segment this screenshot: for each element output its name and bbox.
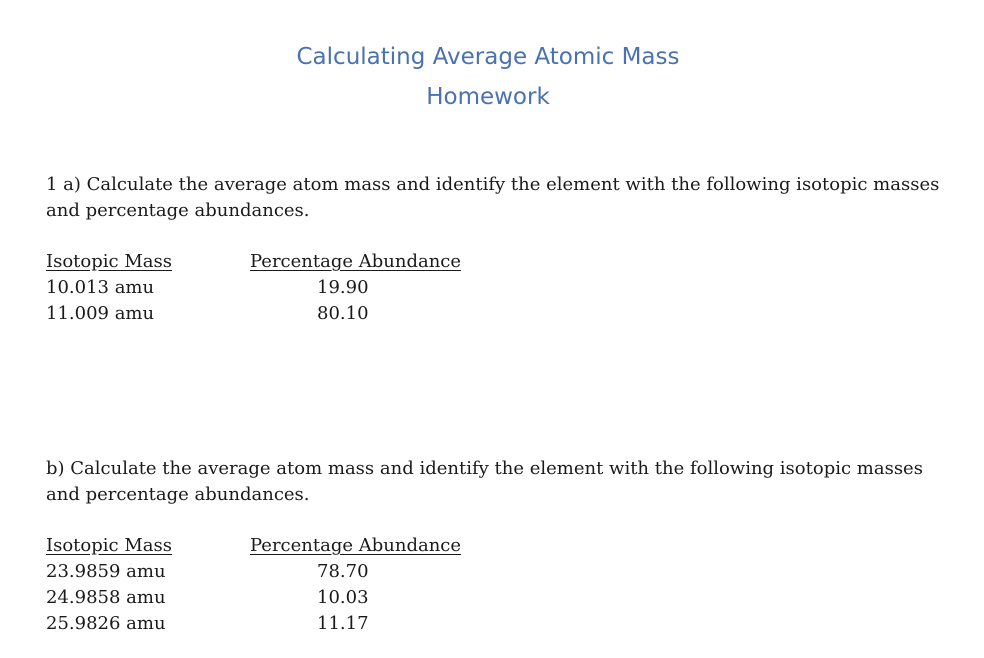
percentage-abundance-value: 80.10 [317, 303, 369, 324]
percentage-abundance-header: Percentage Abundance [250, 535, 462, 556]
question-a-text: 1 a) Calculate the average atom mass and identify the element with the following isotopic masses and percentage abundances. [46, 174, 940, 221]
percentage-abundance-value: 11.17 [317, 613, 369, 634]
isotopic-mass-column [46, 533, 172, 637]
isotopic-mass-value: 23.9859 amu [46, 561, 166, 582]
document-subtitle: Homework [426, 84, 550, 110]
isotopic-mass-value: 10.013 amu [46, 277, 155, 298]
percentage-abundance-value: 10.03 [317, 587, 369, 608]
question-b-text: b) Calculate the average atom mass and identify the element with the following isotopic masses and percentage abundances. [46, 458, 923, 505]
isotopic-mass-value: 24.9858 amu [46, 587, 166, 608]
isotopic-mass-value: 25.9826 amu [46, 613, 166, 634]
percentage-abundance-column [250, 249, 480, 327]
percentage-abundance-header: Percentage Abundance [250, 251, 462, 272]
isotopic-mass-column [46, 249, 172, 327]
isotopic-mass-header: Isotopic Mass [46, 251, 172, 272]
percentage-abundance-column [250, 533, 480, 637]
percentage-abundance-value: 19.90 [317, 277, 369, 298]
isotopic-mass-value: 11.009 amu [46, 303, 155, 324]
percentage-abundance-value: 78.70 [317, 561, 369, 582]
isotopic-mass-header: Isotopic Mass [46, 535, 172, 556]
document-title: Calculating Average Atomic Mass [296, 44, 680, 70]
